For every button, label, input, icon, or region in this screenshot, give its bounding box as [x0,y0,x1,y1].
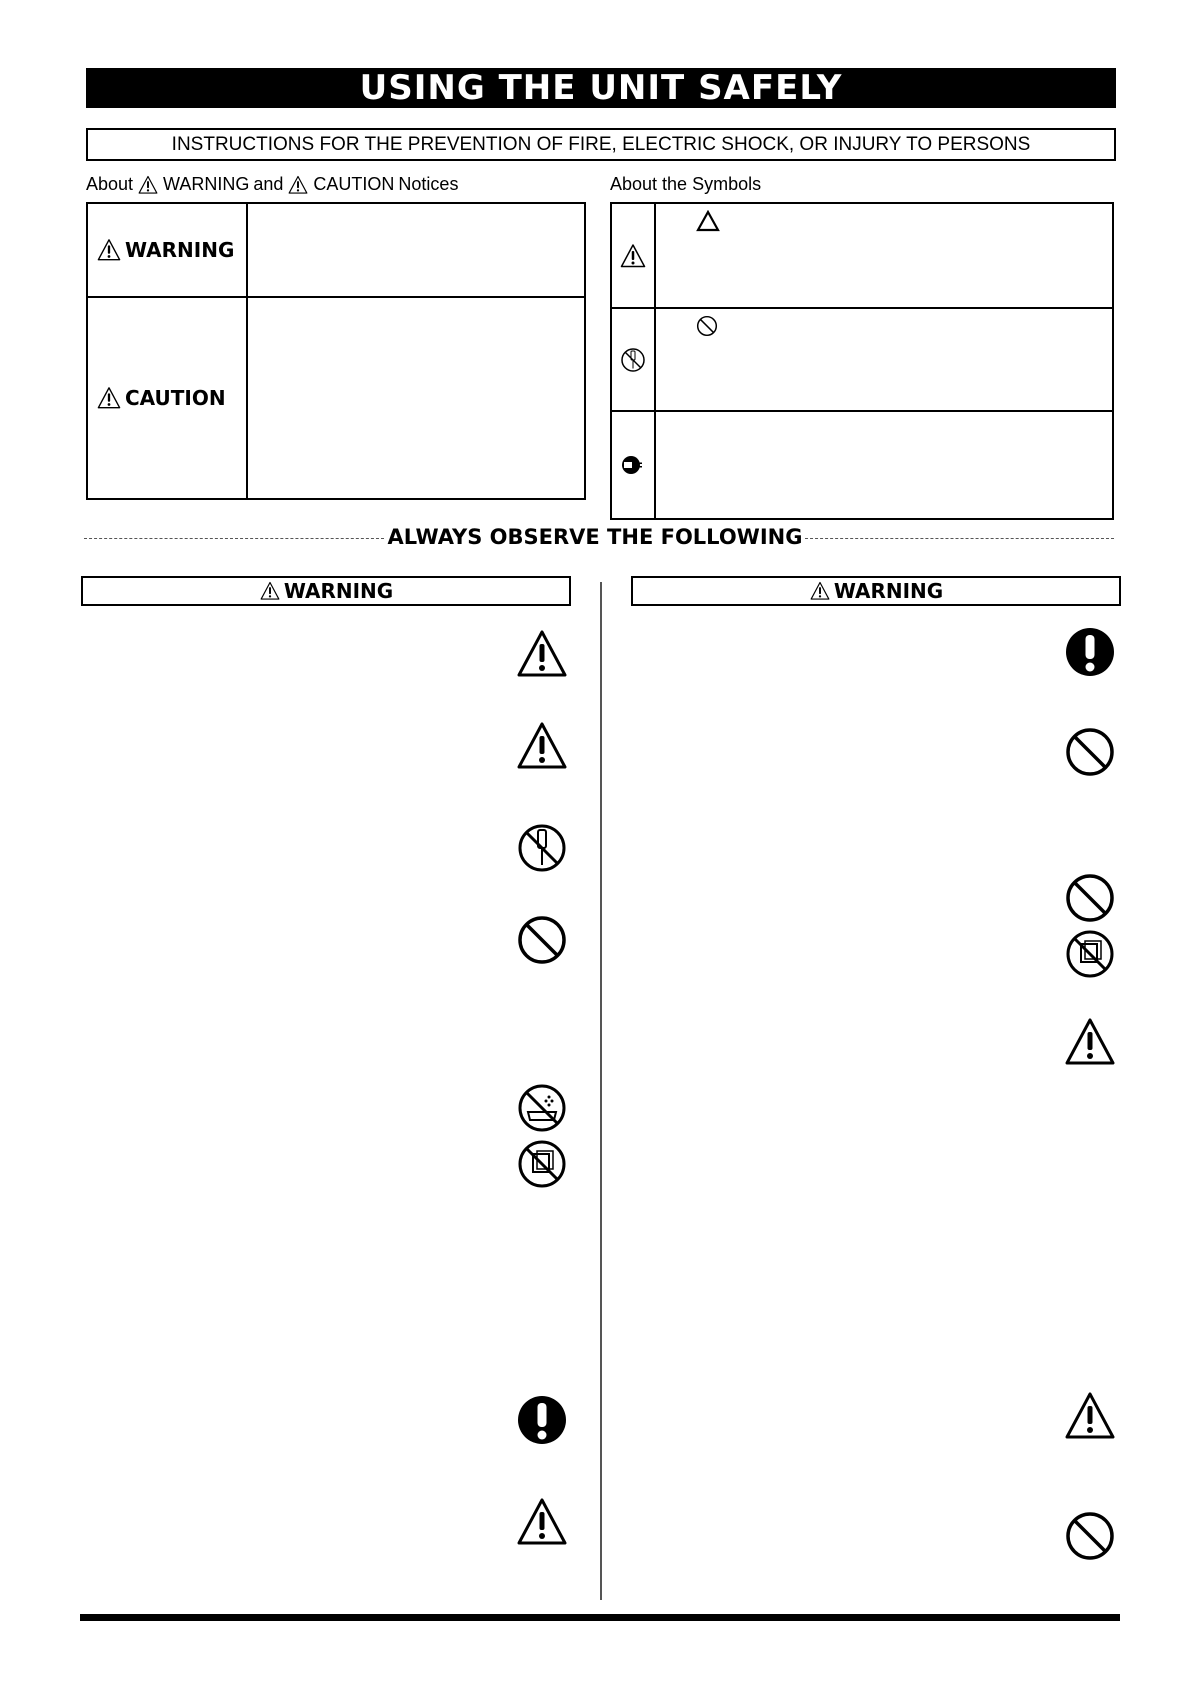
symbols-heading: About the Symbols [610,174,762,194]
warning-triangle-icon [96,238,122,262]
notices-about-label: About [86,174,134,194]
no-disassembly-icon [516,822,568,874]
page-title: USING THE UNIT SAFELY [86,68,1116,108]
mandatory-icon [516,1394,568,1446]
column-divider [600,582,602,1600]
notices-table [86,202,586,500]
notices-notices-label: Notices [398,174,459,194]
notice-row-caution [88,298,584,498]
caution-triangle-icon [516,1496,568,1548]
symbol-cell [612,309,656,410]
always-observe-heading: ALWAYS OBSERVE THE FOLLOWING [385,525,805,549]
notices-and-label: and [253,174,284,194]
notice-caution-cell [88,298,248,498]
caution-triangle-icon [620,243,646,269]
caution-triangle-icon [516,720,568,772]
notices-heading [86,174,458,195]
symbol-cell [612,412,656,518]
symbol-cell [612,204,656,307]
bottom-rule [80,1614,1120,1621]
no-stacking-icon [1064,928,1116,980]
right-column-header-label: WARNING [833,579,944,603]
divider-line-left [84,538,384,539]
caution-triangle-icon [96,386,122,410]
caution-triangle-icon [1064,1016,1116,1068]
left-column-header [81,576,571,606]
prohibited-icon [1064,872,1116,924]
prohibited-icon [1064,726,1116,778]
no-water-icon [516,1082,568,1134]
symbol-row-mandatory [612,412,1112,518]
prohibited-icon [696,315,718,337]
symbol-row-prohibition [612,309,1112,412]
notice-caution-label: CAUTION [125,386,226,410]
left-column-header-label: WARNING [283,579,394,603]
notices-caution-label: CAUTION [313,174,395,194]
warning-triangle-icon [137,175,159,195]
prohibited-icon [516,914,568,966]
notice-warning-label: WARNING [125,238,235,262]
notice-row-warning [88,204,584,298]
no-stacking-icon [516,1138,568,1190]
caution-triangle-icon [516,628,568,680]
notices-warning-label: WARNING [163,174,250,194]
mandatory-icon [1064,626,1116,678]
prohibited-icon [1064,1510,1116,1562]
right-column-header [631,576,1121,606]
hollow-triangle-icon [696,210,720,232]
warning-triangle-icon [809,581,831,601]
notice-warning-cell [88,204,248,296]
symbol-row-triangle [612,204,1112,309]
caution-triangle-icon [287,175,309,195]
no-disassembly-icon [620,347,646,373]
warning-triangle-icon [259,581,281,601]
unplug-icon [620,452,646,478]
caution-triangle-icon [1064,1390,1116,1442]
symbols-table [610,202,1114,520]
page-subtitle: INSTRUCTIONS FOR THE PREVENTION OF FIRE, ELECTRIC SHOCK, OR INJURY TO PERSONS [86,128,1116,161]
divider-line-right [800,538,1114,539]
